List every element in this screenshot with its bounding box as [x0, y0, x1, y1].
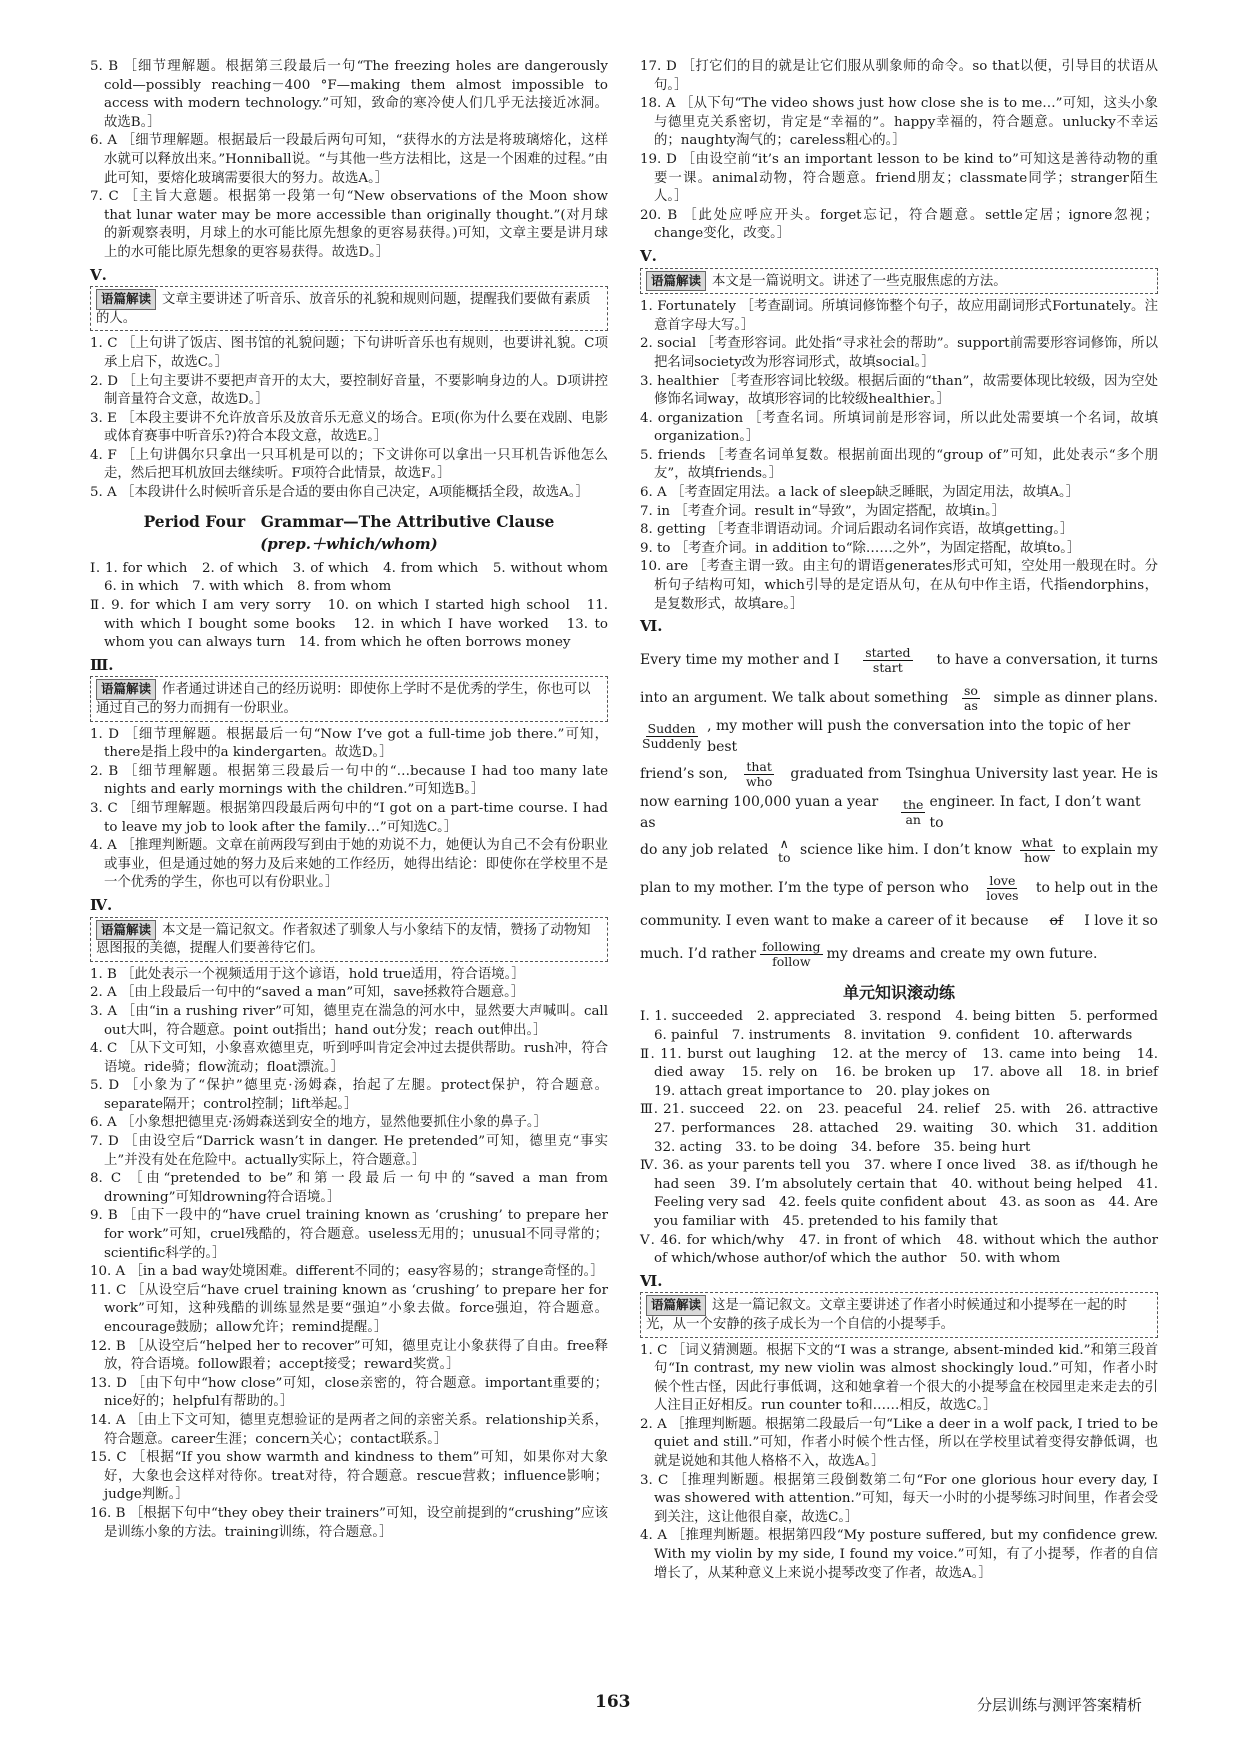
- passage-summary-text: 作者通过讲述自己的经历说明：即使你上学时不是优秀的学生，你也可以通过自己的努力而拥有一份职业。: [96, 682, 591, 716]
- corrected-word: loves: [986, 888, 1019, 904]
- section-label: Ⅵ.: [640, 617, 663, 636]
- essay-text: to have a conversation, it turns: [936, 652, 1158, 669]
- list-item: 12. B ［从设空后“helped her to recover”可知，德里克让小象获得了自由。free释放，符合语境。follow跟着；accept接受；reward奖赏。］: [90, 1338, 608, 1373]
- essay-text: plan to my mother. I’m the type of person who: [640, 880, 969, 897]
- original-word: love: [989, 873, 1016, 889]
- original-word: the: [902, 797, 924, 813]
- list-item: 6. A ［细节理解题。根据最后一段最后两句可知，“获得水的方法是将玻璃熔化，这样水就可以释放出来。”Honniball说。“与其他一些方法相比，这是一个困难的过程。”由此可知，要熔化玻璃需要很大的努力。故选A。］: [90, 133, 608, 186]
- answer-list: [90, 335, 608, 502]
- original-word: so: [964, 683, 978, 699]
- passage-summary-text: 本文是一篇记叙文。作者叙述了驯象人与小象结下的友情，赞扬了动物知恩图报的美德，提醒人们要善待它们。: [96, 922, 591, 957]
- essay-text: , my mother will push the conversation into the topic of her best: [707, 717, 1131, 755]
- list-item: 4. A ［推理判断题。文章在前两段写到由于她的劝说不力，她便认为自己不会有份职业或事业，但是通过她的努力及后来她的工作经历，她得出结论：即使你在学校里不是一个优秀的学生，你也可以有份职业。］: [90, 838, 608, 891]
- right-top-items: [640, 58, 1158, 244]
- essay-text: much. I’d rather: [640, 946, 757, 963]
- period-title: Period Four Grammar—The Attributive Clause: [143, 511, 555, 531]
- correction: [640, 722, 703, 751]
- passage-summary-tag: 语篇解读: [96, 679, 156, 700]
- original-word: what: [1021, 835, 1053, 851]
- list-item: 13. D ［由下句中“how close”可知，close亲密的，符合题意。important重要的；nice好的；helpful有帮助的。］: [90, 1375, 608, 1410]
- answer-list: [90, 726, 608, 893]
- corrected-word: follow: [772, 954, 811, 970]
- list-item: 4. organization ［考查名词。所填词前是形容词，所以此处需要填一个名词，故填organization。］: [640, 410, 1158, 445]
- list-item: 9. to ［考查介词。in addition to“除……之外”，为固定搭配，故填to。］: [640, 540, 1081, 556]
- correction: [984, 874, 1020, 903]
- essay-text: I love it so: [1084, 913, 1158, 930]
- list-item: 3. C ［推理判断题。根据第三段倒数第二句“For one glorious hour every day, I was showered with attention.”可知，每天一小时的小提琴练习时间里，作者会受到关注，这让他很自豪，故选C。］: [640, 1472, 1158, 1525]
- unit-answers-4: Ⅳ. 36. as your parents tell you 37. where I once lived 38. as if/though he had seen 39. I’m absolutely certain that 40. without being helped 41. Feeling very sad 42. feels quite confident about 43. as soon as 44. Are you familiar with 45. pretended to his family that: [640, 1158, 1158, 1229]
- corrected-word: Suddenly: [642, 736, 702, 752]
- essay-line: [640, 718, 1158, 756]
- passage-summary-tag: 语篇解读: [646, 271, 706, 292]
- essay-line: [640, 642, 1158, 680]
- list-item: 1. Fortunately ［考查副词。所填词修饰整个句子，故应用副词形式Fortunately。注意首字母大写。］: [640, 299, 1158, 333]
- passage-summary-text: 本文是一篇说明文。讲述了一些克服焦虑的方法。: [712, 273, 1007, 289]
- list-item: 6. A ［考查固定用法。a lack of sleep缺乏睡眠，为固定用法，故填A。］: [640, 485, 1080, 501]
- corrected-essay: [640, 642, 1158, 974]
- section-label: Ⅳ.: [90, 895, 113, 914]
- section-label: Ⅴ.: [90, 265, 107, 284]
- section-label: Ⅵ.: [640, 1271, 663, 1290]
- essay-line: [640, 756, 1158, 794]
- list-item: 17. D ［打它们的目的就是让它们服从驯象师的命令。so that以便，引导目的状语从句。］: [640, 59, 1158, 93]
- corrected-word: who: [745, 774, 773, 790]
- grammar-answers-1: Ⅰ. 1. for which 2. of which 3. of which 4. from which 5. without whom 6. in which 7. with which 8. from whom: [90, 560, 622, 595]
- list-item: 1. C ［词义猜测题。根据下文的“I was a strange, absent-minded kid.”和第三段首句“In contrast, my new violin was almost shockingly loud.”可知，作者小时候个性古怪，因此行事低调，这和她拿着一个很大的小提琴盒在校园里走来走去的引人注目正好相反。run counter to和……相反，故选C。］: [640, 1342, 1158, 1414]
- right-column: [640, 58, 1172, 1583]
- correction: [760, 940, 822, 969]
- list-item: 3. healthier ［考查形容词比较级。根据后面的“than”，故需要体现比较级，因为空处修饰名词way，故填形容词的比较级healthier。］: [640, 373, 1158, 408]
- list-item: 4. A ［推理判断题。根据第四段“My posture suffered, but my confidence grew. With my violin by my side, I found my voice.”可知，有了小提琴，作者的自信增长了，从某种意义上来说小提琴改变了作者，故选A。］: [640, 1528, 1158, 1581]
- essay-text: engineer. In fact, I don’t want to: [929, 793, 1141, 831]
- corrected-word: start: [872, 660, 903, 676]
- section-label: Ⅴ.: [640, 246, 657, 265]
- list-item: 10. are ［考查主谓一致。由主句的谓语generates形式可知，空处用一般现在时。分析句子结构可知，which引导的是定语从句，在从句中作主语，代指endorphins，是复数形式，故填are。］: [640, 559, 1158, 612]
- passage-summary-tag: 语篇解读: [646, 1295, 706, 1316]
- answer-list: [640, 1342, 1158, 1584]
- list-item: 10. A ［in a bad way处境困难。different不同的；easy容易的；strange奇怪的。］: [90, 1264, 604, 1280]
- correction: [744, 760, 774, 789]
- essay-text: Every time my mother and I: [640, 652, 840, 669]
- list-item: 5. D ［小象为了“保护”德里克·汤姆森，抬起了左腿。protect保护，符合题意。separate隔开；control控制；lift举起。］: [90, 1078, 608, 1112]
- correction: [962, 684, 980, 713]
- list-item: 6. A ［小象想把德里克·汤姆森送到安全的地方，显然他要抓住小象的鼻子。］: [90, 1115, 548, 1131]
- essay-text: simple as dinner plans.: [993, 690, 1158, 707]
- page-number: 163: [595, 1692, 631, 1712]
- correction: [901, 798, 925, 827]
- passage-summary-box: [640, 1292, 1158, 1337]
- unit-answers-5: Ⅴ. 46. for which/why 47. in front of which 48. without which the author of which/whose author/of which the author 50. with whom: [640, 1232, 1158, 1267]
- list-item: 3. A ［由“in a rushing river”可知，德里克在湍急的河水中，显然要大声喊叫。call out大叫，符合题意。point out指出；hand out分发；reach out伸出。］: [90, 1003, 608, 1038]
- essay-text: science like him. I don’t know: [800, 842, 1013, 859]
- list-item: 8. getting ［考查非谓语动词。介词后跟动名词作宾语，故填getting。］: [640, 522, 1074, 538]
- list-item: 2. D ［上句主要讲不要把声音开的太大，要控制好音量，不要影响身边的人。D项讲控制音量符合文意，故选D。］: [90, 373, 608, 408]
- correction: [1020, 836, 1055, 865]
- left-top-items: [90, 58, 608, 263]
- passage-summary-box: [90, 286, 608, 331]
- essay-text: do any job related: [640, 842, 769, 859]
- list-item: 1. D ［细节理解题。根据最后一句“Now I’ve got a full-time job there.”可知，there是指上段中的a kindergarten。故选D。］: [90, 726, 608, 761]
- passage-summary-box: [90, 917, 608, 962]
- list-item: 5. A ［本段讲什么时候听音乐是合适的要由你自己决定，A项能概括全段，故选A。］: [90, 485, 589, 501]
- passage-summary-text: 文章主要讲述了听音乐、放音乐的礼貌和规则问题，提醒我们要做有素质的人。: [96, 292, 591, 326]
- passage-summary-text: 这是一篇记叙文。文章主要讲述了作者小时候通过和小提琴在一起的时光，从一个安静的孩子成长为一个自信的小提琴手。: [646, 1298, 1128, 1332]
- essay-text: to explain my: [1062, 842, 1158, 859]
- list-item: 5. friends ［考查名词单复数。根据前面出现的“group of”可知，此处表示“多个朋友”，故填friends。］: [640, 447, 1158, 482]
- essay-text: graduated from Tsinghua University last year. He is: [790, 766, 1158, 783]
- passage-summary-box: [640, 268, 1158, 295]
- section-label: Ⅲ.: [90, 655, 114, 674]
- list-item: 2. social ［考查形容词。此处指“寻求社会的帮助”。support前需要形容词修饰，所以把名词society改为形容词形式，故填social。］: [640, 336, 1158, 370]
- list-item: 8. C ［由“pretended to be”和第一段最后一句中的“saved a man from drowning”可知drowning符合语境。］: [90, 1171, 608, 1205]
- unit-answers-1: Ⅰ. 1. succeeded 2. appreciated 3. respond 4. being bitten 5. performed 6. painful 7. instruments 8. invitation 9. confident 10. afterwards: [640, 1009, 1172, 1043]
- essay-line: [640, 870, 1158, 908]
- list-item: 7. D ［由设空后“Darrick wasn’t in danger. He pretended”可知，德里克“事实上”并没有处在危险中。actually实际上，符合题意。］: [90, 1134, 608, 1168]
- list-item: 3. C ［细节理解题。根据第四段最后两句中的“I got on a part-time course. I had to leave my job to look after the family…”可知选C。］: [90, 800, 608, 835]
- unit-title: 单元知识滚动练: [842, 982, 955, 1002]
- essay-text: friend’s son,: [640, 766, 728, 783]
- list-item: 16. B ［根据下句中“they obey their trainers”可知，设空前提到的“crushing”应该是训练小象的方法。training训练，符合题意。］: [90, 1505, 608, 1540]
- list-item: 7. C ［主旨大意题。根据第一段第一句“New observations of the Moon show that lunar water may be more accessible than originally thought.”(对月球的新观察表明，月球上的水可能比原先想象的更容易获得。)可知，文章主要是讲月球上的水可能比原先想象的更容易获得。故选D。］: [90, 189, 608, 260]
- list-item: 18. A ［从下句“The video shows just how close she is to me…”可知，这头小象与德里克关系密切，肯定是“幸福的”。happy幸福的，符合题意。unlucky不幸运的；naughty淘气的；careless粗心的。］: [640, 96, 1158, 149]
- essay-text: community. I even want to make a career of it because: [640, 913, 1029, 930]
- unit-answers-2: Ⅱ. 11. burst out laughing 12. at the mercy of 13. came into being 14. died away 15. rely on 16. be broken up 17. above all 18. in brief 19. attach great importance to 20. play jokes on: [640, 1046, 1172, 1099]
- grammar-answers-2: Ⅱ. 9. for which I am very sorry 10. on which I started high school 11. with which I bought some books 12. in which I have worked 13. to whom you can always turn 14. from which he often borrows money: [90, 598, 608, 651]
- unit-answers-3: Ⅲ. 21. succeed 22. on 23. peaceful 24. relief 25. with 26. attractive 27. performances 28. attached 29. waiting 30. which 31. addition 32. acting 33. to be doing 34. before 35. being hurt: [640, 1102, 1172, 1155]
- answer-list: [640, 298, 1158, 614]
- list-item: 11. C ［从设空后“have cruel training known as ‘crushing’ to prepare her for work”可知，这种残酷的训练显然是要“强迫”小象去做。force强迫，符合题意。encourage鼓励；allow允许；remind提醒。］: [90, 1282, 608, 1335]
- essay-text: my dreams and create my own future.: [826, 946, 1098, 963]
- list-item: 7. in ［考查介词。result in“导致”，为固定搭配，故填in。］: [640, 503, 1006, 519]
- passage-summary-tag: 语篇解读: [96, 920, 156, 941]
- list-item: 1. C ［上句讲了饭店、图书馆的礼貌问题；下句讲听音乐也有规则，也要讲礼貌。C项承上启下，故选C。］: [90, 336, 608, 370]
- insert-mark: ∧: [779, 835, 789, 851]
- deleted-word: of: [1049, 913, 1064, 930]
- correction: [863, 646, 912, 675]
- list-item: 15. C ［根据“If you show warmth and kindness to them”可知，如果你对大象好，大象也会这样对待你。treat对待，符合题意。rescue营救；influence影响；judge判断。］: [90, 1450, 608, 1503]
- original-word: following: [762, 939, 821, 955]
- list-item: 4. F ［上句讲偶尔只拿出一只耳机是可以的；下文讲你可以拿出一只耳机告诉他怎么走，然后把耳机放回去继续听。F项符合此情景，故选F。］: [90, 447, 608, 482]
- list-item: 2. A ［推理判断题。根据第二段最后一句“Like a deer in a wolf pack, I tried to be quiet and still.”可知，作者小时候个性古怪，所以在学校里试着变得安静低调，也就是说她和其他人格格不入，故选A。］: [640, 1416, 1158, 1470]
- footer-caption: 分层训练与测评答案精析: [976, 1696, 1142, 1714]
- corrected-word: to: [777, 849, 791, 865]
- corrected-word: an: [905, 812, 921, 828]
- original-word: Sudden: [647, 721, 696, 737]
- list-item: 20. B ［此处应呼应开头。forget忘记，符合题意。settle定居；ignore忽视；change变化，改变。］: [640, 207, 1158, 242]
- answer-list: [90, 966, 608, 1542]
- list-item: 4. C ［从下文可知，小象喜欢德里克，听到呼叫肯定会冲过去提供帮助。rush冲，符合语境。ride骑；flow流动；float漂流。］: [90, 1041, 608, 1075]
- essay-line: [640, 794, 1158, 832]
- essay-line: [640, 832, 1158, 870]
- essay-line: [640, 936, 1158, 974]
- essay-text: to help out in the: [1035, 880, 1158, 897]
- original-word: that: [746, 759, 772, 775]
- list-item: 2. B ［细节理解题。根据第三段最后一句中的“…because I had too many late nights and early mornings with the children.”可知选B。］: [90, 763, 608, 798]
- essay-text: now earning 100,000 yuan a year as: [640, 793, 879, 831]
- corrected-word: how: [1024, 850, 1051, 866]
- essay-text: into an argument. We talk about something: [640, 690, 949, 707]
- original-word: started: [865, 645, 911, 661]
- list-item: 14. A ［由上下文可知，德里克想验证的是两者之间的亲密关系。relationship关系，符合题意。career生涯；concern关心；contact联系。］: [90, 1412, 608, 1447]
- list-item: 5. B ［细节理解题。根据第三段最后一句“The freezing holes are dangerously cold—possibly reaching－400 °F—making them almost impossible to access with modern technology.”可知，致命的寒冷使人们几乎无法接近冰洞。故选B。］: [90, 59, 608, 130]
- essay-line: [640, 680, 1158, 718]
- list-item: 9. B ［由下一段中的“have cruel training known as ‘crushing’ to prepare her for work”可知，cruel残酷的，符合题意。useless无用的；unusual不同寻常的；scientific科学的。］: [90, 1208, 608, 1261]
- period-subtitle: (prep.＋which/whom): [260, 535, 438, 554]
- list-item: 1. B ［此处表示一个视频适用于这个谚语，hold true适用，符合语境。］: [90, 966, 525, 982]
- list-item: 19. D ［由设空前“it’s an important lesson to be kind to”可知这是善待动物的重要一课。animal动物，符合题意。friend朋友；classmate同学；stranger陌生人。］: [640, 151, 1158, 205]
- list-item: 2. A ［由上段最后一句中的“saved a man”可知，save拯救符合题意。］: [90, 985, 525, 1001]
- correction: [776, 837, 793, 865]
- essay-line: [640, 908, 1158, 936]
- left-column: [90, 58, 622, 1542]
- corrected-word: as: [964, 698, 978, 714]
- list-item: 3. E ［本段主要讲不允许放音乐及放音乐无意义的场合。E项(你为什么要在戏剧、电影或体育赛事中听音乐?)符合本段文意，故选E。］: [90, 410, 608, 445]
- passage-summary-tag: 语篇解读: [96, 289, 156, 310]
- passage-summary-box: [90, 676, 608, 721]
